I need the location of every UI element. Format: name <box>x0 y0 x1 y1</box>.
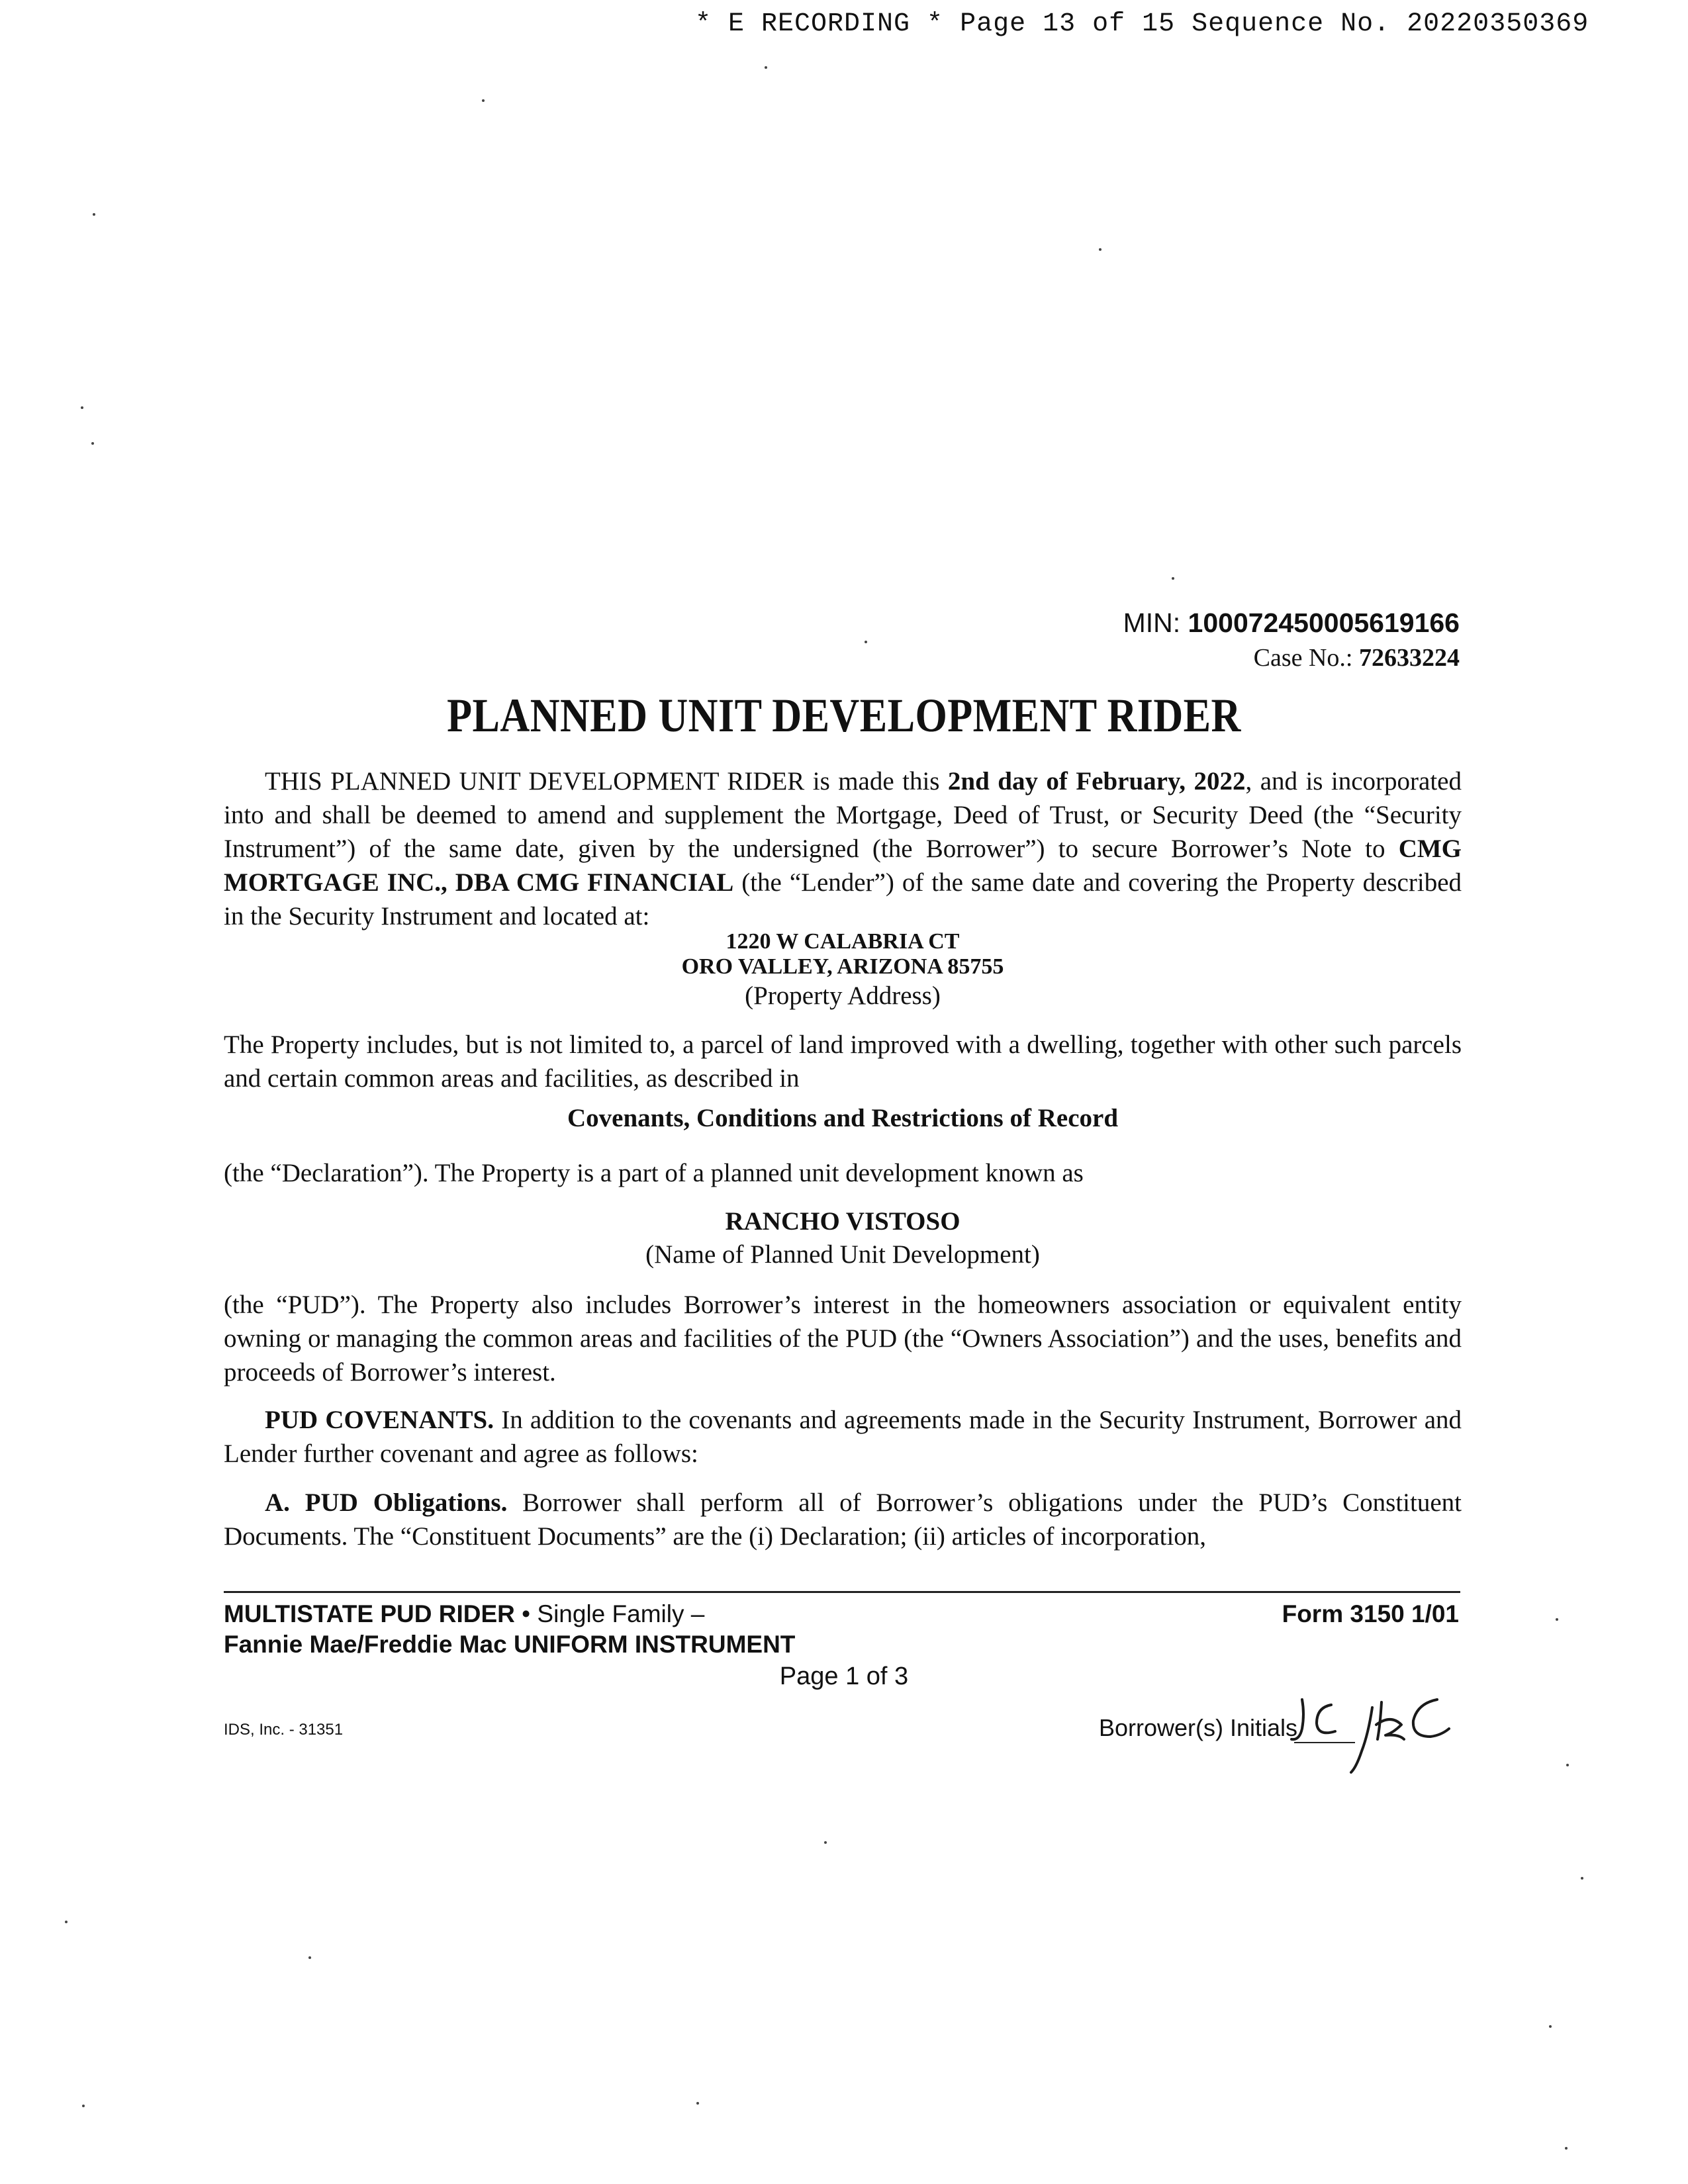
intro-paragraph <box>224 764 1462 933</box>
form-title-rest: • Single Family – <box>514 1600 705 1627</box>
initials-stroke <box>1351 1707 1372 1772</box>
scan-speck <box>1556 1618 1558 1621</box>
scan-speck <box>765 66 767 69</box>
scan-speck <box>308 1956 311 1959</box>
pud-paragraph: (the “PUD”). The Property also includes Borrower’s interest in the homeowners association or equivalent entity owning or managing the common areas and facilities of the PUD (the “Owners Association”) and the uses, benefits and proceeds of Borrower’s interest. <box>224 1291 1462 1387</box>
obligations-text: Borrower shall perform all of Borrower’s obligations under the PUD’s Constituent Documents. The “Constituent Documents” are the (i) Declaration; (ii) articles of incorporation, <box>224 1488 1462 1551</box>
scan-speck <box>1549 2025 1552 2028</box>
initials-stroke <box>1291 1700 1303 1739</box>
declaration-title: Covenants, Conditions and Restrictions of Record <box>567 1104 1119 1132</box>
scan-speck <box>696 2102 699 2105</box>
scan-speck <box>1172 577 1174 580</box>
form-subtitle: Fannie Mae/Freddie Mac UNIFORM INSTRUMENT <box>224 1631 796 1658</box>
case-value: 72633224 <box>1359 644 1460 672</box>
covenants-heading: PUD COVENANTS. <box>265 1406 494 1434</box>
declaration-paragraph: (the “Declaration”). The Property is a part of a planned unit development known as <box>224 1159 1084 1187</box>
form-title-bold: MULTISTATE PUD RIDER <box>224 1600 515 1627</box>
scan-speck <box>1581 1877 1583 1880</box>
scan-speck <box>482 99 485 102</box>
scan-speck <box>91 442 94 445</box>
obligations-heading: A. PUD Obligations. <box>265 1488 508 1517</box>
property-address-line-2: ORO VALLEY, ARIZONA 85755 <box>681 954 1004 979</box>
form-title <box>224 1600 704 1628</box>
scan-speck <box>93 213 95 216</box>
obligations-paragraph <box>224 1486 1462 1553</box>
property-address-line-1: 1220 W CALABRIA CT <box>726 929 960 954</box>
initials-label: Borrower(s) Initials <box>1099 1714 1298 1741</box>
form-number: Form 3150 1/01 <box>1282 1600 1459 1627</box>
page-number: Page 1 of 3 <box>779 1662 909 1690</box>
scan-speck <box>824 1841 827 1844</box>
initials-stroke <box>1413 1700 1449 1737</box>
case-number <box>1254 643 1460 672</box>
intro-text: , and is incorporated into and shall be deemed to amend and supplement the Mortgage, Deed of Trust, or Security Deed (the “Security Instrument”) of the same date, given by the undersigned (the Borrower”) to secure Borrower’s Note to <box>224 767 1462 863</box>
recording-header: * E RECORDING * Page 13 of 15 Sequence No. 20220350369 <box>695 9 1589 39</box>
rider-date: 2nd day of February, 2022 <box>947 767 1246 796</box>
min-number <box>1123 608 1460 639</box>
scan-speck <box>81 406 83 409</box>
covenants-paragraph <box>224 1403 1462 1471</box>
property-paragraph: The Property includes, but is not limited to, a parcel of land improved with a dwelling, together with other such parcels and certain common areas and facilities, as described in <box>224 1030 1462 1093</box>
pud-name-caption: (Name of Planned Unit Development) <box>645 1240 1040 1269</box>
ids-label: IDS, Inc. - 31351 <box>224 1721 344 1739</box>
scan-speck <box>1099 248 1102 251</box>
scan-speck <box>1566 1764 1569 1766</box>
scan-speck <box>865 641 867 643</box>
pud-name: RANCHO VISTOSO <box>725 1207 961 1236</box>
case-label: Case No.: <box>1253 644 1359 672</box>
document-title: PLANNED UNIT DEVELOPMENT RIDER <box>447 689 1241 742</box>
intro-text: THIS PLANNED UNIT DEVELOPMENT RIDER is made this <box>265 767 948 796</box>
covenants-text: In addition to the covenants and agreements made in the Security Instrument, Borrower and Lender further covenant and agree as follows: <box>224 1406 1462 1468</box>
property-address-caption: (Property Address) <box>745 981 941 1010</box>
scan-speck <box>82 2105 85 2107</box>
footer-rule <box>224 1591 1460 1593</box>
intro-text: (the “Lender”) of the same date and covering the Property described in the Security Instrument and located at: <box>224 868 1462 931</box>
scan-speck <box>65 1921 68 1923</box>
initials-stroke <box>1317 1705 1335 1733</box>
lender-name: CMG MORTGAGE INC., DBA CMG FINANCIAL <box>224 835 1462 897</box>
min-value: 100072450005619166 <box>1188 608 1460 638</box>
scan-speck <box>1565 2147 1568 2150</box>
borrower-initials-signature <box>1288 1688 1486 1780</box>
min-label: MIN: <box>1123 608 1188 638</box>
